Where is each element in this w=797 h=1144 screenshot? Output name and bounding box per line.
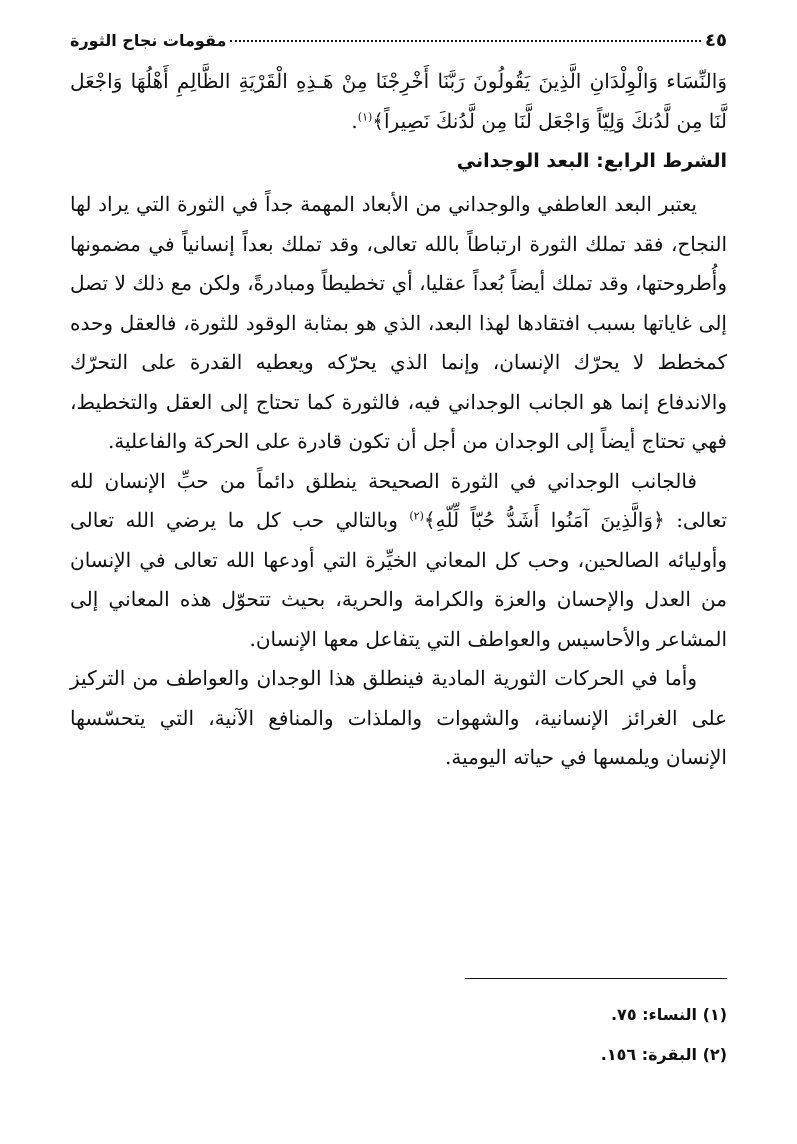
paragraph-3: وأما في الحركات الثورية المادية فينطلق هذا الوجدان والعواطف من التركيز على الغرائز الإنسانية، والشهوات والملذات والمنافع الآنية، التي يتحسّسها الإنسان ويلمسها في حياته اليومية. — [70, 666, 727, 769]
footnote-ref-1: (١) — [357, 109, 373, 123]
section-heading: الشرط الرابع: البعد الوجداني — [456, 150, 727, 172]
header-dotted-leader — [230, 40, 701, 42]
page-header — [70, 30, 727, 54]
footnote-2: (٢) البقرة: ١٥٦. — [600, 1045, 727, 1064]
footnotes — [601, 995, 727, 1075]
verse-continuation: وَالنِّسَاء وَالْوِلْدَانِ الَّذِينَ يَقُولُونَ رَبَّنَا أَخْرِجْنَا مِنْ هَـذِهِ الْقَرْيَةِ الظَّالِمِ أَهْلُهَا وَاجْعَل لَّنَا مِن لَّدُنكَ وَلِيّاً وَاجْعَل لَّنَا مِن لَّدُنكَ نَصِيراً﴾$^{(١)}$. — [70, 69, 727, 133]
page-number: ٤٥ — [705, 30, 727, 51]
footnote-separator — [465, 978, 727, 979]
main-text — [70, 62, 727, 778]
footnote-1: (١) النساء: ٧٥. — [610, 1005, 727, 1024]
running-title: مقومات نجاح الثورة — [70, 31, 227, 50]
book-page — [70, 30, 727, 1144]
paragraph-1: يعتبر البعد العاطفي والوجداني من الأبعاد المهمة جداً في الثورة التي يراد لها النجاح، فقد تملك الثورة ارتباطاً بالله تعالى، وقد تملك بعداً إنسانياً في مضمونها وأُطروحتها، وقد تملك أيضاً بُعداً عقليا، أي تخطيطاً ومبادرةً، ولكن مع ذلك لا تصل إلى غاياتها بسبب افتقادها لهذا البعد، الذي هو بمثابة الوقود للثورة، فالعقل وحده كمخطط لا يحرّك الإنسان، وإنما الذي يحرّكه ويعطيه القدرة على التحرّك والاندفاع إنما هو الجانب الوجداني فيه، فالثورة كما تحتاج إلى العقل والتخطيط، فهي تحتاج أيضاً إلى الوجدان من أجل أن تكون قادرة على الحركة والفاعلية. — [70, 192, 727, 453]
paragraph-2: فالجانب الوجداني في الثورة الصحيحة ينطلق دائماً من حبِّ الإنسان لله تعالى: ﴿وَالَّذِينَ آمَنُوا أَشَدُّ حُبّاً لِّلّهِ﴾$^{(٢)}$ وبالتالي حب كل ما يرضي الله تعالى وأوليائه الصالحين، وحب كل المعاني الخيِّرة التي أودعها الله تعالى في الإنسان من العدل والإحسان والعزة والكرامة والحرية، بحيث تتحوّل هذه المعاني إلى المشاعر والأحاسيس والعواطف التي يتفاعل معها الإنسان. — [70, 468, 727, 651]
footnote-ref-2: (٢) — [409, 509, 424, 523]
